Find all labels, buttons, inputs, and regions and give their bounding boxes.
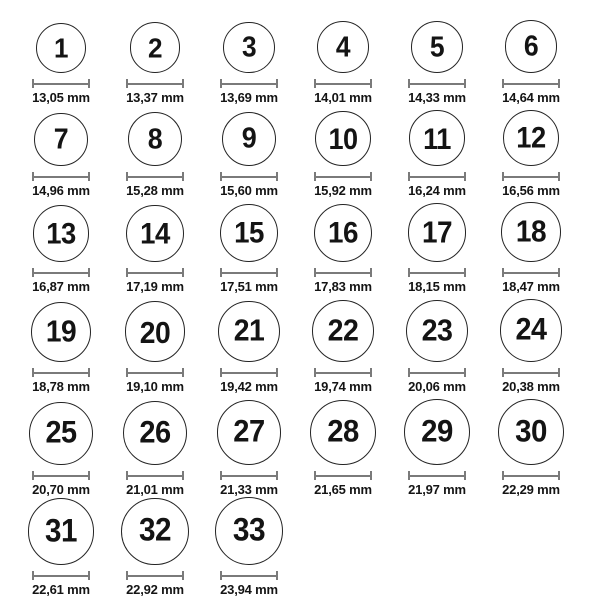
- ring-size-number: 31: [45, 513, 77, 550]
- ring-circle: [36, 23, 86, 73]
- ring-size-cell: [484, 399, 578, 497]
- ring-size-number: 12: [516, 121, 546, 155]
- diameter-label: 23,94 mm: [220, 582, 278, 597]
- ring-circle: [123, 401, 187, 465]
- diameter-label: 15,92 mm: [314, 183, 372, 198]
- ring-circle: [501, 202, 561, 262]
- ring-size-number: 22: [327, 313, 359, 349]
- ring-size-number: 25: [45, 415, 77, 451]
- ring-size-cell: [296, 21, 390, 105]
- diameter-label: 13,05 mm: [32, 90, 90, 105]
- ring-size-cell: [202, 112, 296, 198]
- ring-circle: [34, 113, 87, 166]
- chart-row: [14, 497, 600, 597]
- diameter-label: 14,64 mm: [502, 90, 560, 105]
- ring-size-number: 3: [241, 31, 257, 64]
- diameter-label: 14,96 mm: [32, 183, 90, 198]
- chart-row: [14, 198, 600, 294]
- ring-size-number: 1: [54, 31, 68, 65]
- ring-circle: [503, 110, 559, 166]
- ring-size-cell: [108, 498, 202, 597]
- ring-size-cell: [108, 22, 202, 105]
- ring-size-cell: [202, 22, 296, 105]
- diameter-measure-line: [32, 172, 90, 181]
- ring-size-number: 21: [233, 313, 265, 349]
- diameter-label: 18,47 mm: [502, 279, 560, 294]
- ring-size-cell: [390, 110, 484, 198]
- diameter-label: 14,01 mm: [314, 90, 372, 105]
- chart-row: [14, 105, 600, 198]
- ring-size-number: 29: [421, 414, 453, 450]
- ring-size-cell: [108, 112, 202, 198]
- ring-circle: [125, 301, 186, 362]
- ring-circle: [218, 301, 279, 362]
- diameter-label: 15,28 mm: [126, 183, 184, 198]
- diameter-measure-line: [126, 471, 184, 480]
- diameter-measure-line: [220, 471, 278, 480]
- diameter-measure-line: [220, 368, 278, 377]
- diameter-measure-line: [502, 172, 560, 181]
- ring-size-number: 32: [138, 513, 172, 549]
- ring-size-number: 26: [139, 415, 171, 450]
- diameter-measure-line: [220, 172, 278, 181]
- ring-circle: [408, 203, 467, 262]
- ring-circle: [128, 112, 182, 166]
- ring-size-number: 27: [233, 414, 265, 450]
- diameter-label: 21,97 mm: [408, 482, 466, 497]
- diameter-measure-line: [32, 268, 90, 277]
- ring-size-cell: [296, 204, 390, 294]
- ring-size-cell: [484, 299, 578, 394]
- ring-circle: [126, 205, 183, 262]
- diameter-measure-line: [32, 571, 90, 580]
- diameter-measure-line: [126, 368, 184, 377]
- ring-size-cell: [202, 400, 296, 497]
- diameter-label: 17,51 mm: [220, 279, 278, 294]
- ring-size-number: 30: [515, 413, 547, 450]
- diameter-label: 17,83 mm: [314, 279, 372, 294]
- diameter-label: 16,87 mm: [32, 279, 90, 294]
- ring-size-number: 6: [523, 30, 539, 63]
- diameter-label: 18,78 mm: [32, 379, 90, 394]
- diameter-measure-line: [408, 268, 466, 277]
- ring-size-cell: [14, 402, 108, 497]
- diameter-measure-line: [220, 79, 278, 88]
- ring-size-number: 15: [234, 215, 264, 250]
- diameter-label: 20,38 mm: [502, 379, 560, 394]
- diameter-measure-line: [502, 368, 560, 377]
- ring-circle: [505, 20, 558, 73]
- ring-circle: [130, 22, 181, 73]
- diameter-label: 22,92 mm: [126, 582, 184, 597]
- ring-size-number: 23: [421, 313, 453, 348]
- ring-circle: [33, 205, 90, 262]
- ring-size-number: 8: [147, 122, 163, 155]
- diameter-measure-line: [408, 471, 466, 480]
- ring-size-cell: [390, 203, 484, 294]
- diameter-label: 16,56 mm: [502, 183, 560, 198]
- ring-circle: [31, 302, 91, 362]
- ring-circle: [409, 110, 465, 166]
- chart-row: [14, 294, 600, 394]
- ring-size-cell: [202, 497, 296, 597]
- diameter-label: 17,19 mm: [126, 279, 184, 294]
- ring-circle: [223, 22, 274, 73]
- chart-row: [14, 13, 600, 105]
- diameter-measure-line: [314, 79, 372, 88]
- ring-size-number: 16: [328, 215, 358, 250]
- ring-circle: [217, 400, 282, 465]
- ring-size-number: 19: [45, 314, 77, 349]
- ring-size-cell: [14, 113, 108, 198]
- ring-circle: [317, 21, 369, 73]
- ring-size-number: 14: [140, 216, 170, 250]
- ring-circle: [29, 402, 92, 465]
- diameter-label: 19,10 mm: [126, 379, 184, 394]
- ring-circle: [500, 299, 563, 362]
- ring-size-cell: [484, 202, 578, 294]
- diameter-measure-line: [126, 268, 184, 277]
- diameter-measure-line: [32, 79, 90, 88]
- ring-size-number: 2: [147, 31, 162, 64]
- ring-size-number: 11: [423, 121, 451, 155]
- diameter-label: 13,37 mm: [126, 90, 184, 105]
- ring-size-number: 13: [46, 216, 76, 251]
- diameter-label: 22,61 mm: [32, 582, 90, 597]
- ring-size-number: 17: [421, 215, 453, 249]
- ring-size-cell: [14, 205, 108, 294]
- ring-circle: [220, 204, 278, 262]
- diameter-measure-line: [314, 172, 372, 181]
- ring-size-cell: [296, 400, 390, 497]
- diameter-measure-line: [32, 368, 90, 377]
- diameter-measure-line: [220, 571, 278, 580]
- diameter-measure-line: [408, 79, 466, 88]
- diameter-label: 15,60 mm: [220, 183, 278, 198]
- ring-size-cell: [484, 20, 578, 105]
- diameter-label: 16,24 mm: [408, 183, 466, 198]
- ring-size-number: 24: [515, 312, 547, 348]
- diameter-label: 14,33 mm: [408, 90, 466, 105]
- diameter-measure-line: [314, 471, 372, 480]
- diameter-measure-line: [32, 471, 90, 480]
- ring-size-number: 9: [241, 122, 257, 155]
- ring-circle: [498, 399, 564, 465]
- ring-size-cell: [390, 399, 484, 497]
- ring-size-cell: [108, 401, 202, 497]
- diameter-measure-line: [126, 172, 184, 181]
- ring-size-cell: [202, 204, 296, 294]
- diameter-measure-line: [220, 268, 278, 277]
- ring-size-number: 18: [515, 214, 547, 249]
- diameter-label: 18,15 mm: [408, 279, 466, 294]
- diameter-measure-line: [502, 79, 560, 88]
- ring-circle: [310, 400, 375, 465]
- ring-circle: [222, 112, 276, 166]
- diameter-label: 19,42 mm: [220, 379, 278, 394]
- ring-circle: [28, 498, 95, 565]
- ring-size-cell: [202, 301, 296, 394]
- diameter-label: 21,33 mm: [220, 482, 278, 497]
- ring-circle: [315, 111, 370, 166]
- ring-size-cell: [14, 302, 108, 394]
- ring-size-cell: [296, 111, 390, 198]
- diameter-label: 21,01 mm: [126, 482, 184, 497]
- diameter-measure-line: [126, 79, 184, 88]
- ring-circle: [404, 399, 470, 465]
- ring-size-cell: [108, 205, 202, 294]
- diameter-measure-line: [408, 172, 466, 181]
- ring-size-cell: [390, 300, 484, 394]
- diameter-label: 20,06 mm: [408, 379, 466, 394]
- ring-circle: [121, 498, 188, 565]
- ring-size-number: 28: [327, 414, 359, 450]
- diameter-label: 19,74 mm: [314, 379, 372, 394]
- diameter-measure-line: [502, 471, 560, 480]
- diameter-measure-line: [126, 571, 184, 580]
- ring-size-number: 5: [429, 30, 445, 63]
- ring-size-number: 4: [335, 30, 351, 64]
- diameter-label: 22,29 mm: [502, 482, 560, 497]
- ring-size-number: 33: [232, 512, 266, 549]
- ring-size-number: 20: [139, 314, 171, 349]
- ring-size-cell: [390, 21, 484, 105]
- ring-size-cell: [14, 23, 108, 105]
- diameter-measure-line: [314, 268, 372, 277]
- ring-size-cell: [296, 300, 390, 394]
- ring-size-cell: [484, 110, 578, 198]
- ring-circle: [312, 300, 374, 362]
- diameter-label: 21,65 mm: [314, 482, 372, 497]
- ring-size-cell: [108, 301, 202, 394]
- ring-circle: [406, 300, 468, 362]
- diameter-label: 20,70 mm: [32, 482, 90, 497]
- ring-circle: [314, 204, 372, 262]
- diameter-measure-line: [408, 368, 466, 377]
- ring-circle: [215, 497, 283, 565]
- chart-row: [14, 394, 600, 497]
- ring-size-number: 10: [328, 121, 358, 156]
- ring-size-cell: [14, 498, 108, 597]
- diameter-label: 13,69 mm: [220, 90, 278, 105]
- ring-circle: [411, 21, 463, 73]
- ring-size-number: 7: [53, 122, 69, 156]
- diameter-measure-line: [314, 368, 372, 377]
- diameter-measure-line: [502, 268, 560, 277]
